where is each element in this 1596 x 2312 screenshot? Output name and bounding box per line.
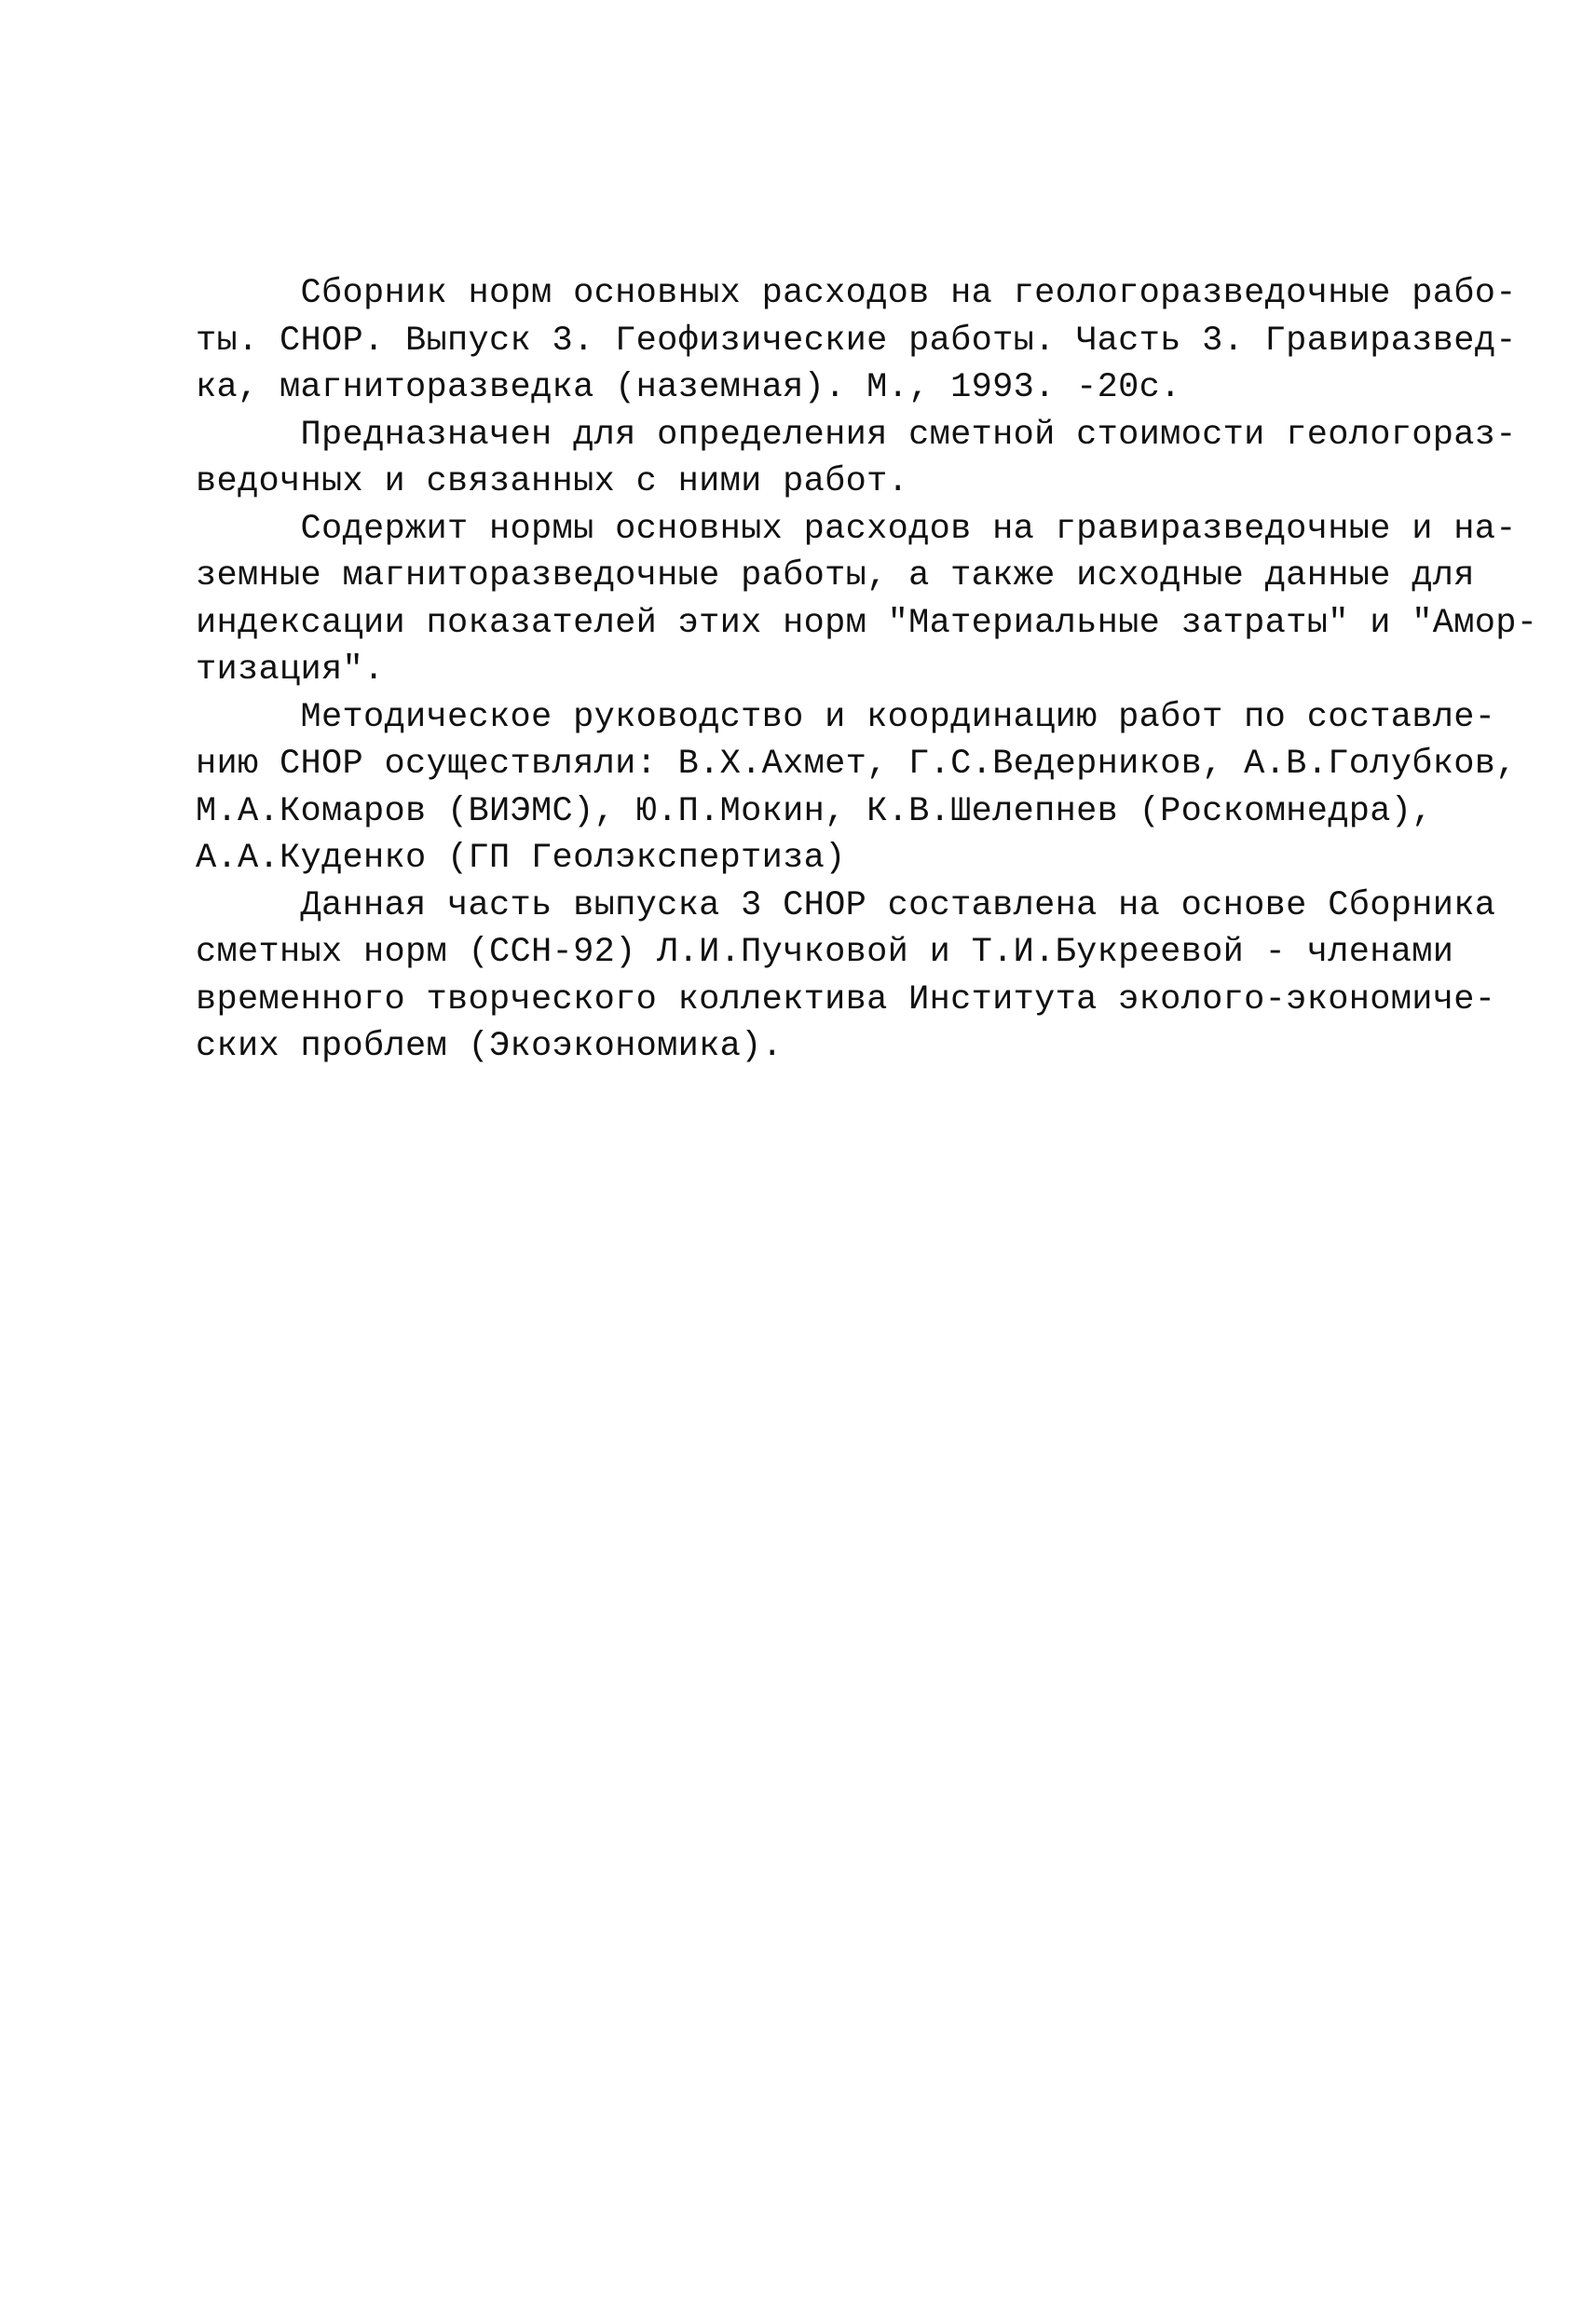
annotation-text [196,270,1538,1071]
text-line: ты. СНОР. Выпуск 3. Геофизические работы. Часть 3. Гравиразвед- [196,321,1517,361]
text-line: Сборник норм основных расходов на геологоразведочные рабо- [196,274,1517,313]
text-line: тизация". [196,650,385,690]
text-line: М.А.Комаров (ВИЭМС), Ю.П.Мокин, К.В.Шелепнев (Роскомнедра), [196,791,1433,831]
text-line: ских проблем (Экоэкономика). [196,1027,784,1066]
text-line: ка, магниторазведка (наземная). М., 1993. -20с. [196,368,1181,407]
text-line: Предназначен для определения сметной стоимости геологораз- [196,415,1517,455]
text-line: Методическое руководство и координацию работ по составле- [196,697,1496,737]
text-line: временного творческого коллектива Института эколого-экономиче- [196,979,1496,1019]
text-line: Содержит нормы основных расходов на гравиразведочные и на- [196,509,1517,549]
text-line: ведочных и связанных с ними работ. [196,462,909,501]
text-line: нию СНОР осуществляли: В.Х.Ахмет, Г.С.Ведерников, А.В.Голубков, [196,745,1517,784]
text-line: сметных норм (ССН-92) Л.И.Пучковой и Т.И.Букреевой - членами [196,933,1454,972]
text-line: земные магниторазведочные работы, а также исходные данные для [196,556,1475,595]
text-line: А.А.Куденко (ГП Геолэкспертиза) [196,839,846,878]
text-line: индексации показателей этих норм "Материальные затраты" и "Амор- [196,603,1538,643]
text-line: Данная часть выпуска 3 СНОР составлена на основе Сборника [196,885,1496,925]
